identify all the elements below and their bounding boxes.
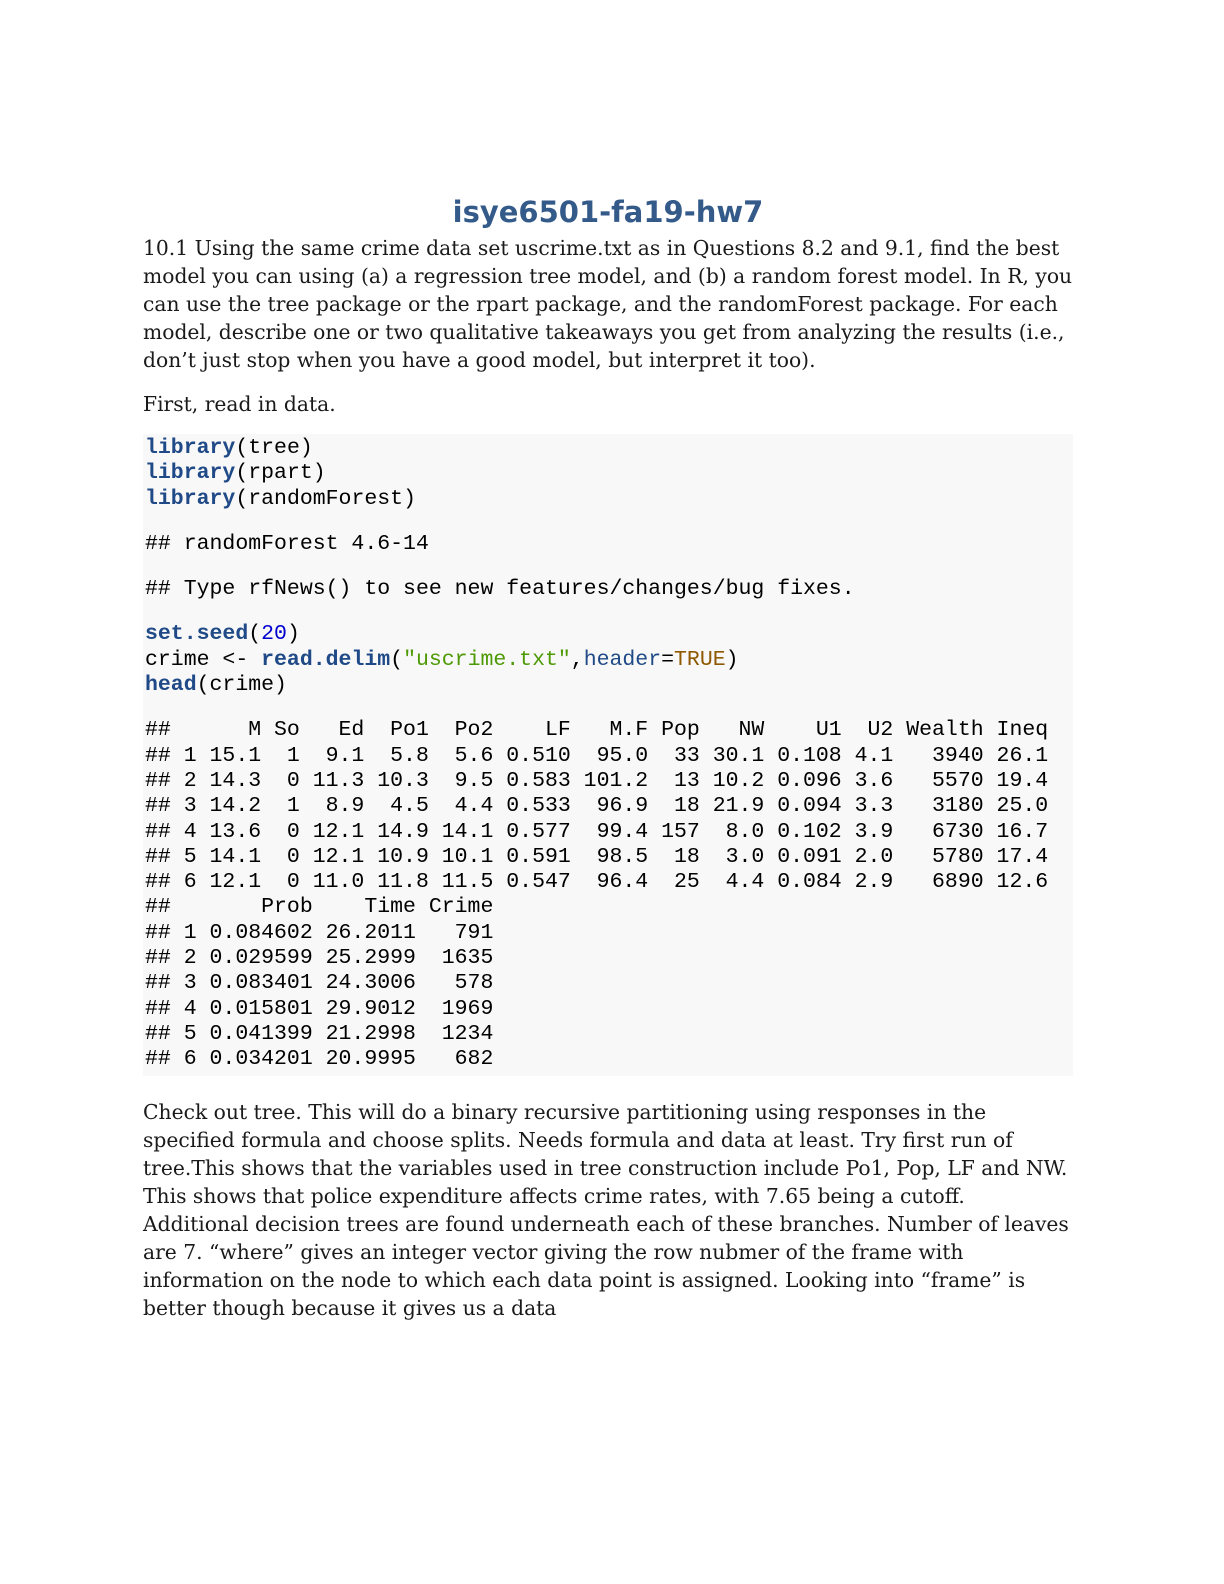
comma: , — [570, 647, 584, 672]
paren: ) — [403, 486, 416, 511]
code-output-block — [143, 434, 1073, 1076]
arg: tree — [248, 436, 300, 460]
table-row: ## 1 15.1 1 9.1 5.8 5.6 0.510 95.0 33 30.1 0.108 4.1 3940 26.1 — [145, 743, 1049, 768]
fn-read-delim: read.delim — [261, 647, 391, 672]
paren: ( — [248, 622, 262, 647]
table-1-header: ## M So Ed Po1 Po2 LF M.F Pop NW U1 U2 Wealth Ineq — [145, 718, 1049, 743]
code-line-library-rpart — [145, 461, 1073, 486]
assign-lhs: crime <- — [145, 647, 262, 672]
table-row: ## 2 14.3 0 11.3 10.3 9.5 0.583 101.2 13 10.2 0.096 3.6 5570 19.4 — [145, 768, 1049, 793]
table-2-header: ## Prob Time Crime — [145, 895, 494, 920]
intro-paragraph: First, read in data. — [143, 392, 336, 416]
head-output — [145, 718, 1073, 1072]
fn-library: library — [145, 436, 236, 460]
document-page — [143, 192, 1073, 1322]
paren: ) — [286, 622, 300, 647]
table-row: ## 5 0.041399 21.2998 1234 — [145, 1021, 494, 1046]
table-row: ## 6 12.1 0 11.0 11.8 11.5 0.547 96.4 25 4.4 0.084 2.9 6890 12.6 — [145, 870, 1049, 895]
arg: rpart — [248, 461, 313, 486]
paren: ) — [312, 461, 326, 486]
fn-set-seed: set.seed — [145, 622, 249, 647]
question-paragraph: 10.1 Using the same crime data set uscrime.txt as in Questions 8.2 and 9.1, find the best model you can using (a) a regression tree model, and (b) a random forest model. In R, you can use the tree package or the rpart package, and the randomForest package. For each model, describe one or two qualitative takeaways you get from analyzing the results (i.e., don’t just stop when you have a good model, but interpret it too). — [143, 236, 1073, 372]
paren: ) — [725, 647, 739, 672]
table-row: ## 4 13.6 0 12.1 14.9 14.1 0.577 99.4 157 8.0 0.102 3.9 6730 16.7 — [145, 819, 1049, 844]
library-code — [145, 436, 1073, 512]
code-line-library-randomforest — [145, 487, 1073, 512]
arg: crime — [209, 673, 275, 698]
fn-library: library — [145, 461, 236, 486]
table-row: ## 3 0.083401 24.3006 578 — [145, 971, 494, 996]
paren: ( — [235, 436, 249, 460]
output-randomforest-version: ## randomForest 4.6-14 — [145, 531, 429, 556]
table-row: ## 6 0.034201 20.9995 682 — [145, 1047, 494, 1072]
table-row: ## 3 14.2 1 8.9 4.5 4.4 0.533 96.9 18 21.9 0.094 3.3 3180 25.0 — [145, 794, 1049, 819]
paren: ( — [390, 647, 404, 672]
table-row: ## 2 0.029599 25.2999 1635 — [145, 946, 494, 971]
read-data-code — [145, 622, 1073, 698]
arg: randomForest — [248, 486, 404, 511]
arg-header: header — [583, 647, 662, 672]
table-row: ## 4 0.015801 29.9012 1969 — [145, 996, 494, 1021]
equals: = — [661, 647, 675, 672]
paren: ( — [235, 461, 249, 486]
fn-library: library — [145, 486, 236, 511]
code-line-read-delim — [145, 648, 1073, 673]
code-line-library-tree — [145, 436, 1073, 461]
paren: ) — [299, 436, 313, 460]
paren: ( — [235, 486, 249, 511]
explanation-paragraph: Check out tree. This will do a binary recursive partitioning using responses in the specified formula and choose splits. Needs formula and data at least. Try first run of tree.This shows that the variables used in tree construction include Po1, Pop, LF and NW. This shows that police expenditure affects crime rates, with 7.65 being a cutoff. Additional decision trees are found underneath each of these branches. Number of leaves are 7. “where” gives an integer vector giving the row nubmer of the frame with information on the node to which each data point is assigned. Looking into “frame” is better though because it gives us a data — [143, 1099, 1069, 1320]
fn-head: head — [145, 673, 197, 698]
output-rfnews: ## Type rfNews() to see new features/changes/bug fixes. — [145, 577, 855, 602]
table-row: ## 1 0.084602 26.2011 791 — [145, 920, 494, 945]
code-line-head — [145, 673, 1073, 698]
filename-string: "uscrime.txt" — [403, 647, 571, 672]
seed-number: 20 — [261, 622, 287, 647]
const-true: TRUE — [674, 647, 726, 672]
paren: ) — [274, 673, 287, 698]
code-line-set-seed — [145, 622, 1073, 647]
table-row: ## 5 14.1 0 12.1 10.9 10.1 0.591 98.5 18 3.0 0.091 2.0 5780 17.4 — [145, 844, 1049, 869]
paren: ( — [196, 673, 210, 698]
document-title: isye6501-fa19-hw7 — [452, 195, 764, 229]
